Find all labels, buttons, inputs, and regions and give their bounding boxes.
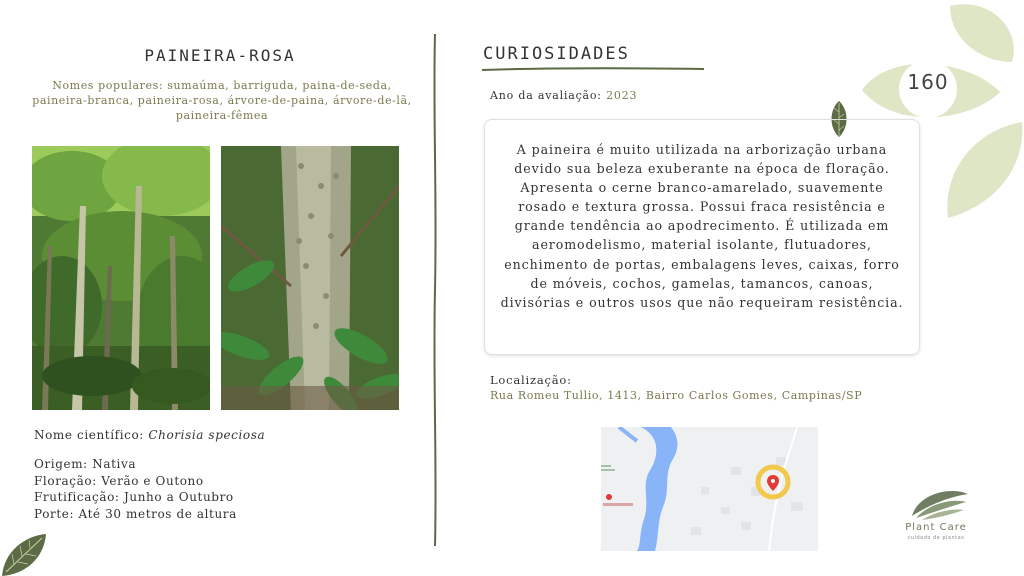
page-title: PAINEIRA-ROSA bbox=[144, 46, 296, 65]
logo-tagline: cuidado de plantas bbox=[907, 535, 965, 541]
popular-names: Nomes populares: sumaúma, barriguda, paina-de-seda, paineira-branca, paineira-rosa, árvore-de-paina, árvore-de-lã, paineira-fêmea bbox=[32, 79, 412, 122]
plant-facts bbox=[34, 456, 237, 522]
location-address: Rua Romeu Tullio, 1413, Bairro Carlos Gomes, Campinas/SP bbox=[490, 389, 863, 402]
location-map bbox=[601, 427, 818, 551]
description-box: A paineira é muito utilizada na arborização urbana devido sua beleza exuberante na época de floração. Apresenta o cerne branco-amarelado, suavemente rosado e textura grossa. Possui fraca resistência e grande tendência ao apodrecimento. É utilizada em aeromodelismo, material isolante, flutuadores, enchimento de portas, embalagens leves, caixas, forro de móveis, cochos, gamelas, tamancos, canoas, divisórias e outros usos que não requeiram resistência. bbox=[484, 119, 920, 355]
scientific-name-line bbox=[34, 428, 265, 442]
title-underline bbox=[482, 66, 704, 72]
logo-name: Plant Care bbox=[905, 522, 967, 533]
location-label: Localização: bbox=[490, 373, 572, 387]
scientific-name: Chorisia speciosa bbox=[148, 428, 266, 442]
evaluation-year bbox=[490, 89, 637, 102]
page-number-badge: 160 bbox=[907, 70, 949, 94]
trunk-photo bbox=[221, 146, 399, 410]
section-title: CURIOSIDADES bbox=[483, 44, 630, 64]
year-label: Ano da avaliação: bbox=[490, 89, 607, 102]
plant-care-logo-icon bbox=[900, 486, 980, 542]
forest-photo bbox=[32, 146, 210, 410]
fact-origin: Origem: Nativa bbox=[34, 457, 137, 471]
column-divider bbox=[430, 34, 440, 546]
year-value: 2023 bbox=[606, 89, 638, 102]
leaf-icon bbox=[0, 532, 48, 576]
fact-size: Porte: Até 30 metros de altura bbox=[34, 506, 237, 521]
fact-fruiting: Frutificação: Junho a Outubro bbox=[34, 490, 234, 504]
fact-flowering: Floração: Verão e Outono bbox=[34, 473, 204, 488]
scientific-label: Nome científico: bbox=[34, 428, 149, 442]
